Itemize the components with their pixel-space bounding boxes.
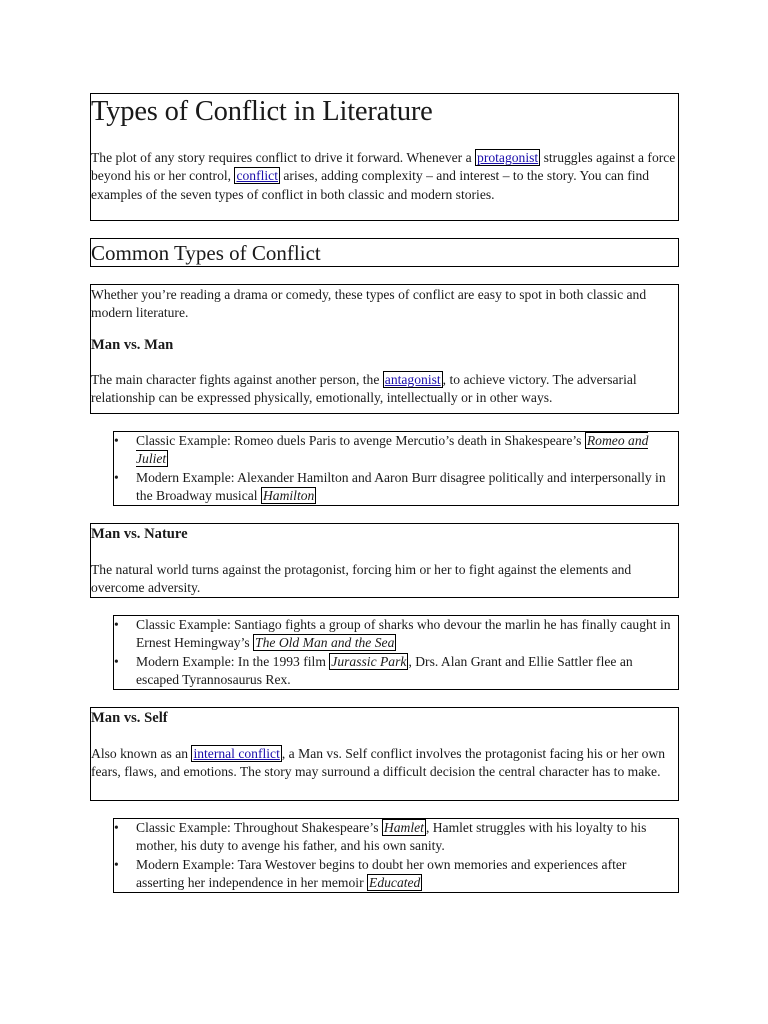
man-vs-man-body: The main character fights against another person, the antagonist , to achieve victory. The adversarial relationship can be expressed physically, emotionally, intellectually or in other ways. bbox=[91, 371, 637, 406]
man-vs-self-examples bbox=[113, 818, 679, 893]
internal-conflict-link[interactable]: internal conflict bbox=[193, 746, 280, 761]
protagonist-link[interactable]: protagonist bbox=[477, 150, 539, 165]
list-item: • Modern Example: Tara Westover begins to doubt her own memories and experiences after asserting her independence in her memoir Educated bbox=[114, 856, 627, 891]
bullet-icon: • bbox=[114, 653, 119, 669]
page-title: Types of Conflict in Literature bbox=[91, 96, 433, 127]
title-citation: Educated bbox=[369, 875, 421, 891]
list-item: • Modern Example: Alexander Hamilton and Aaron Burr disagree politically and interpersonally in the Broadway musical Hamilton bbox=[114, 469, 666, 504]
title-citation: Hamilton bbox=[262, 488, 315, 504]
list-item: • Classic Example: Romeo duels Paris to avenge Mercutio’s death in Shakespeare’s Romeo and Juliet bbox=[114, 433, 649, 467]
conflict-link[interactable]: conflict bbox=[236, 168, 278, 184]
antagonist-link[interactable]: antagonist bbox=[384, 371, 441, 387]
common-types-intro: Whether you’re reading a drama or comedy, these types of conflict are easy to spot in both classic and modern literature. bbox=[91, 287, 647, 321]
man-vs-nature-heading: Man vs. Nature bbox=[91, 526, 188, 542]
man-vs-self-section bbox=[90, 707, 679, 801]
bullet-icon: • bbox=[114, 433, 119, 448]
intro-paragraph: The plot of any story requires conflict to drive it forward. Whenever a protagonist struggles against a force beyond his or her control, conflict arises, adding complexity – and interest – to the story. You can find examples of the seven types of conflict in both classic and modern stories. bbox=[91, 150, 676, 202]
list-item: • Classic Example: Throughout Shakespeare’s Hamlet , Hamlet struggles with his loyalty to his mother, his duty to avenge his father, and his own sanity. bbox=[114, 820, 647, 854]
bullet-icon: • bbox=[114, 820, 119, 835]
title-citation: Romeo and Juliet bbox=[136, 433, 649, 467]
title-citation: Jurassic Park bbox=[331, 653, 407, 669]
list-item: • Modern Example: In the 1993 film Jurassic Park , Drs. Alan Grant and Ellie Sattler flee an escaped Tyrannosaurus Rex. bbox=[114, 653, 633, 688]
common-types-section bbox=[90, 238, 679, 267]
man-vs-man-heading: Man vs. Man bbox=[91, 336, 174, 353]
man-vs-nature-examples bbox=[113, 615, 679, 690]
title-section bbox=[90, 93, 679, 221]
list-item: • Classic Example: Santiago fights a group of sharks who devour the marlin he has finally caught in Ernest Hemingway’s The Old Man and the Sea bbox=[114, 617, 671, 651]
title-citation: The Old Man and the Sea bbox=[255, 635, 395, 651]
bullet-icon: • bbox=[114, 856, 119, 872]
man-vs-nature-section bbox=[90, 523, 679, 598]
man-vs-man-section bbox=[90, 284, 679, 414]
common-types-heading: Common Types of Conflict bbox=[91, 241, 321, 265]
bullet-icon: • bbox=[114, 469, 119, 485]
title-citation: Hamlet bbox=[383, 820, 424, 835]
man-vs-self-heading: Man vs. Self bbox=[91, 710, 168, 726]
man-vs-self-body: Also known as an internal conflict , a Man vs. Self conflict involves the protagonist facing his or her own fears, flaws, and emotions. The story may surround a difficult decision the central character has to make. bbox=[91, 746, 666, 780]
bullet-icon: • bbox=[114, 617, 119, 632]
man-vs-nature-body: The natural world turns against the protagonist, forcing him or her to fight against the elements and overcome adversity. bbox=[91, 562, 632, 596]
man-vs-man-examples bbox=[113, 431, 679, 506]
